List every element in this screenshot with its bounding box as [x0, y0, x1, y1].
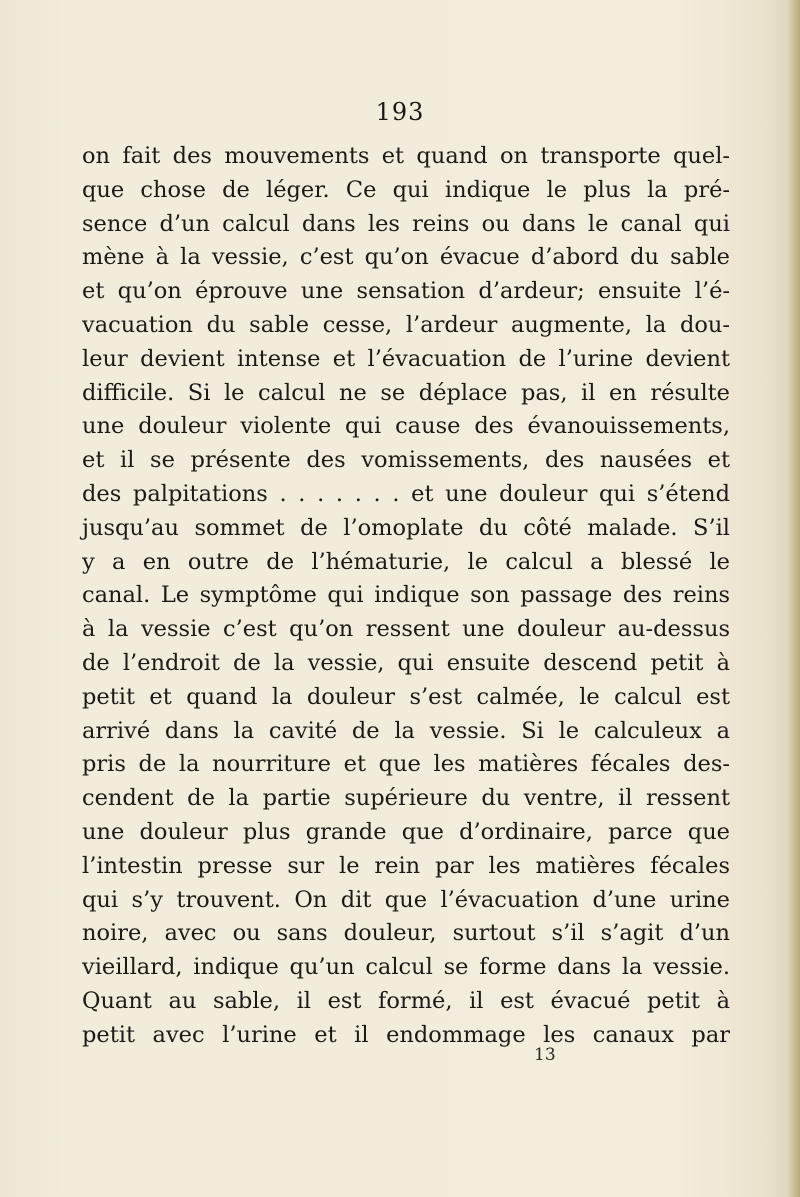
text-line: qui s’y trouvent. On dit que l’évacuation d’une urine: [82, 886, 730, 913]
text-line: pris de la nourriture et que les matières fécales des-: [82, 751, 730, 778]
text-line: petit avec l’urine et il endommage les canaux par: [82, 1021, 730, 1048]
text-line: que chose de léger. Ce qui indique le plus la pré-: [82, 176, 730, 203]
text-line: de l’endroit de la vessie, qui ensuite descend petit à: [82, 649, 730, 676]
signature-mark: 13: [534, 1045, 556, 1065]
text-line: jusqu’au sommet de l’omoplate du côté malade. S’il: [82, 514, 730, 541]
text-line: arrivé dans la cavité de la vessie. Si le calculeux a: [82, 717, 730, 744]
text-line: noire, avec ou sans douleur, surtout s’il s’agit d’un: [82, 920, 730, 947]
text-line: mène à la vessie, c’est qu’on évacue d’abord du sable: [82, 244, 730, 271]
text-line: et il se présente des vomissements, des nausées et: [82, 447, 730, 474]
text-line: des palpitations . . . . . . . et une douleur qui s’étend: [82, 480, 730, 507]
text-line: vieillard, indique qu’un calcul se forme dans la vessie.: [82, 954, 730, 981]
text-line: une douleur violente qui cause des évanouissements,: [82, 413, 730, 440]
text-line: canal. Le symptôme qui indique son passage des reins: [82, 582, 730, 609]
text-line: vacuation du sable cesse, l’ardeur augmente, la dou-: [82, 311, 730, 338]
text-line: Quant au sable, il est formé, il est évacué petit à: [82, 987, 730, 1014]
text-line: l’intestin presse sur le rein par les matières fécales: [82, 852, 730, 879]
text-line: difficile. Si le calcul ne se déplace pas, il en résulte: [82, 379, 730, 406]
text-line: leur devient intense et l’évacuation de l’urine devient: [82, 345, 730, 372]
text-line: et qu’on éprouve une sensation d’ardeur; ensuite l’é-: [82, 278, 730, 305]
text-line: cendent de la partie supérieure du ventre, il ressent: [82, 785, 730, 812]
page-number: 193: [375, 98, 425, 126]
text-line: à la vessie c’est qu’on ressent une douleur au-dessus: [82, 616, 730, 643]
body-text: [82, 140, 730, 1053]
text-line: y a en outre de l’hématurie, le calcul a blessé le: [82, 548, 730, 575]
text-line: petit et quand la douleur s’est calmée, le calcul est: [82, 683, 730, 710]
text-line: sence d’un calcul dans les reins ou dans le canal qui: [82, 210, 730, 237]
text-line: une douleur plus grande que d’ordinaire, parce que: [82, 818, 730, 845]
page-edge: [786, 0, 800, 1197]
text-line: on fait des mouvements et quand on transporte quel-: [82, 143, 730, 169]
